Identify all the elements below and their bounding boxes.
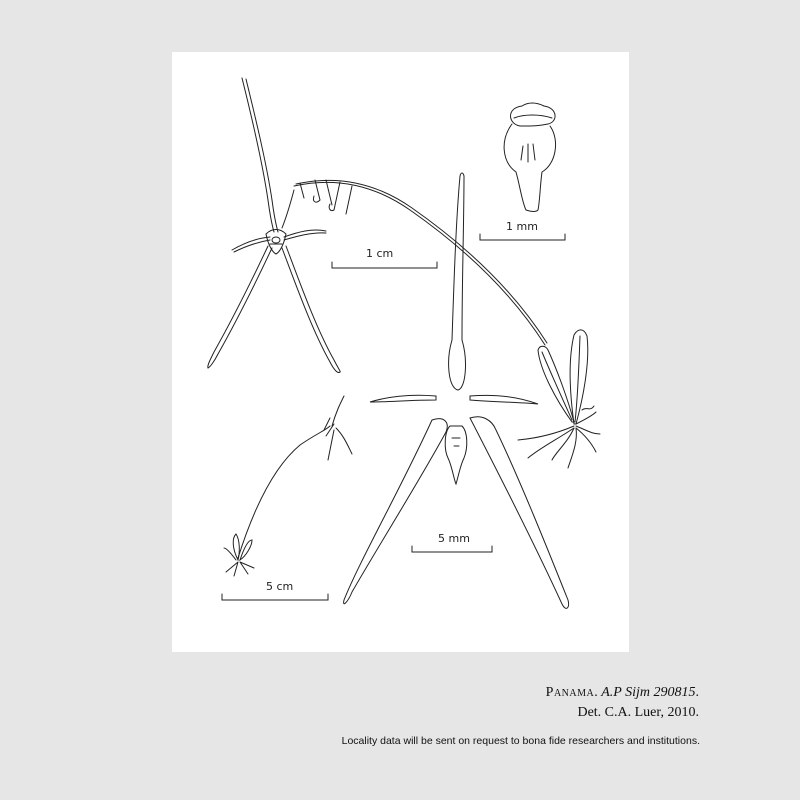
caption-determination: Det. C.A. Luer, 2010.: [577, 705, 699, 720]
habit-drawing: [224, 396, 352, 576]
scale-label-5cm: 5 cm: [266, 580, 294, 593]
scale-label-1cm: 1 cm: [366, 247, 394, 260]
flower-drawing: [208, 78, 340, 373]
caption-collector: A.P Sijm 290815: [601, 685, 696, 700]
scale-bar-5mm: [412, 546, 492, 552]
caption-collection: Panama. A.P Sijm 290815.: [545, 685, 699, 700]
scale-bar-1cm: [332, 262, 437, 268]
scale-bar-5cm: [222, 594, 328, 600]
scale-label-5mm: 5 mm: [438, 532, 470, 545]
caption-country: Panama: [545, 685, 595, 700]
illustration-plate: [172, 52, 629, 652]
scale-bar-1mm: [480, 234, 565, 240]
scale-label-1mm: 1 mm: [506, 220, 538, 233]
plant-drawing: [518, 330, 600, 468]
botanical-drawing: [172, 52, 629, 652]
scale-bars: [222, 234, 565, 600]
lip-detail-drawing: [504, 103, 555, 212]
locality-footnote: Locality data will be sent on request to bona fide researchers and institutions.: [341, 735, 700, 747]
